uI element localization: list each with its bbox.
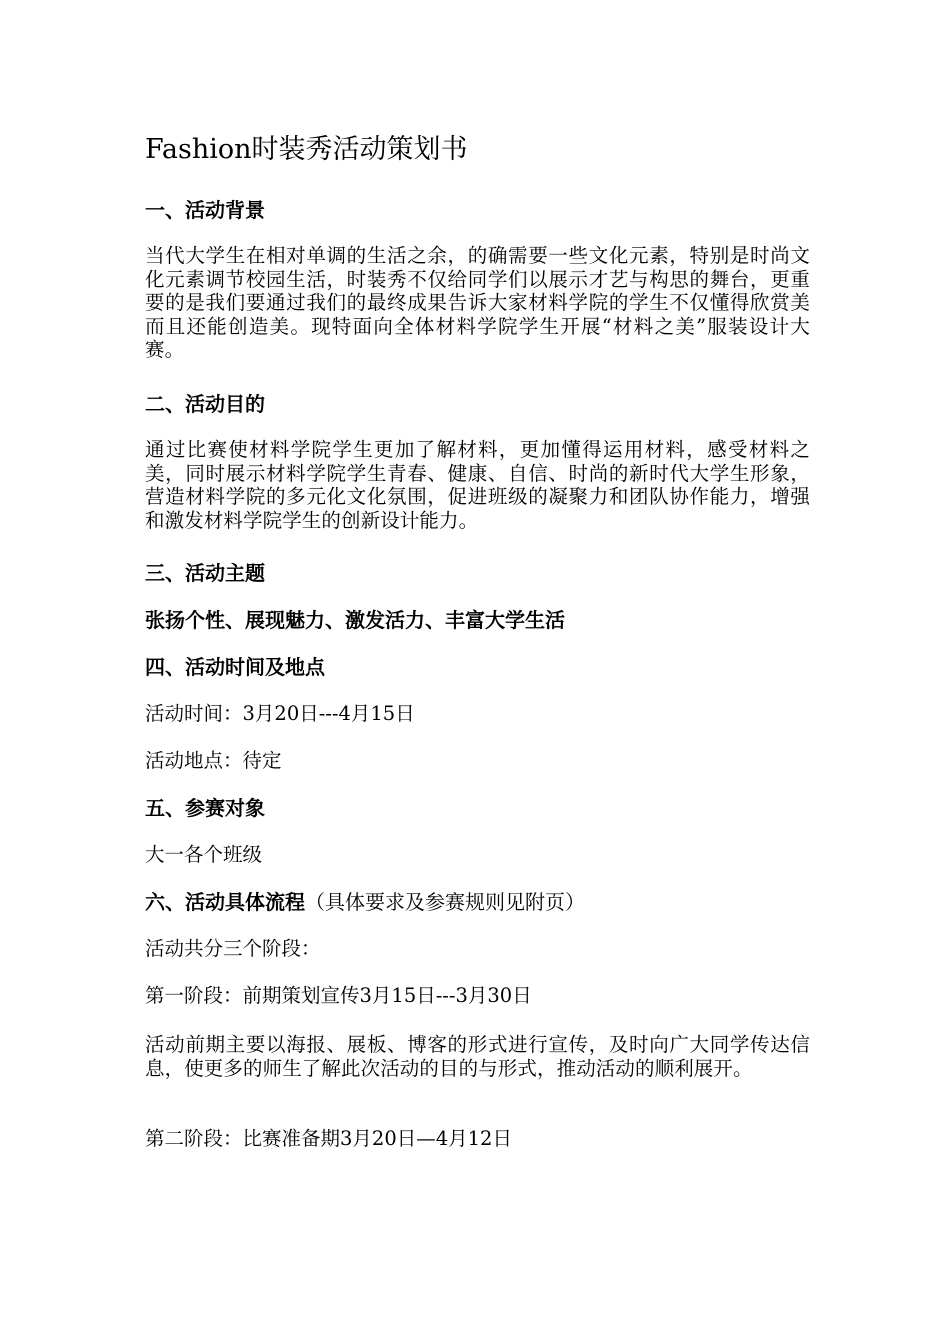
activity-time: 活动时间：3月20日---4月15日 xyxy=(145,702,415,725)
section-heading-purpose: 二、活动目的 xyxy=(145,392,265,416)
process-intro: 活动共分三个阶段： xyxy=(145,937,321,960)
process-heading-note: （具体要求及参赛规则见附页） xyxy=(305,890,585,914)
section-heading-participants: 五、参赛对象 xyxy=(145,796,265,820)
section-body-participants: 大一各个班级 xyxy=(145,843,263,866)
stage2-title: 第二阶段：比赛准备期3月20日—4月12日 xyxy=(145,1127,512,1150)
section-heading-theme: 三、活动主题 xyxy=(145,561,265,585)
stage1-body: 活动前期主要以海报、展板、博客的形式进行宣传，及时向广大同学传达信息，使更多的师生了解此次活动的目的与形式，推动活动的顺利展开。 xyxy=(145,1033,810,1080)
section-body-purpose: 通过比赛使材料学院学生更加了解材料，更加懂得运用材料，感受材料之美，同时展示材料学院学生青春、健康、自信、时尚的新时代大学生形象，营造材料学院的多元化文化氛围，促进班级的凝聚力和团队协作能力，增强和激发材料学院学生的创新设计能力。 xyxy=(145,438,810,532)
section-heading-time-place: 四、活动时间及地点 xyxy=(145,655,325,679)
section-body-background: 当代大学生在相对单调的生活之余，的确需要一些文化元素，特别是时尚文化元素调节校园生活，时装秀不仅给同学们以展示才艺与构思的舞台，更重要的是我们要通过我们的最终成果告诉大家材料学院的学生不仅懂得欣赏美而且还能创造美。现特面向全体材料学院学生开展“材料之美”服装设计大赛。 xyxy=(145,244,810,361)
process-heading-text: 六、活动具体流程 xyxy=(145,890,305,914)
section-body-theme: 张扬个性、展现魅力、激发活力、丰富大学生活 xyxy=(145,608,565,632)
document-title: Fashion时装秀活动策划书 xyxy=(145,134,468,165)
section-heading-background: 一、活动背景 xyxy=(145,198,265,222)
stage1-title: 第一阶段：前期策划宣传3月15日---3月30日 xyxy=(145,984,532,1007)
section-heading-process xyxy=(145,888,585,916)
activity-place: 活动地点：待定 xyxy=(145,749,282,772)
